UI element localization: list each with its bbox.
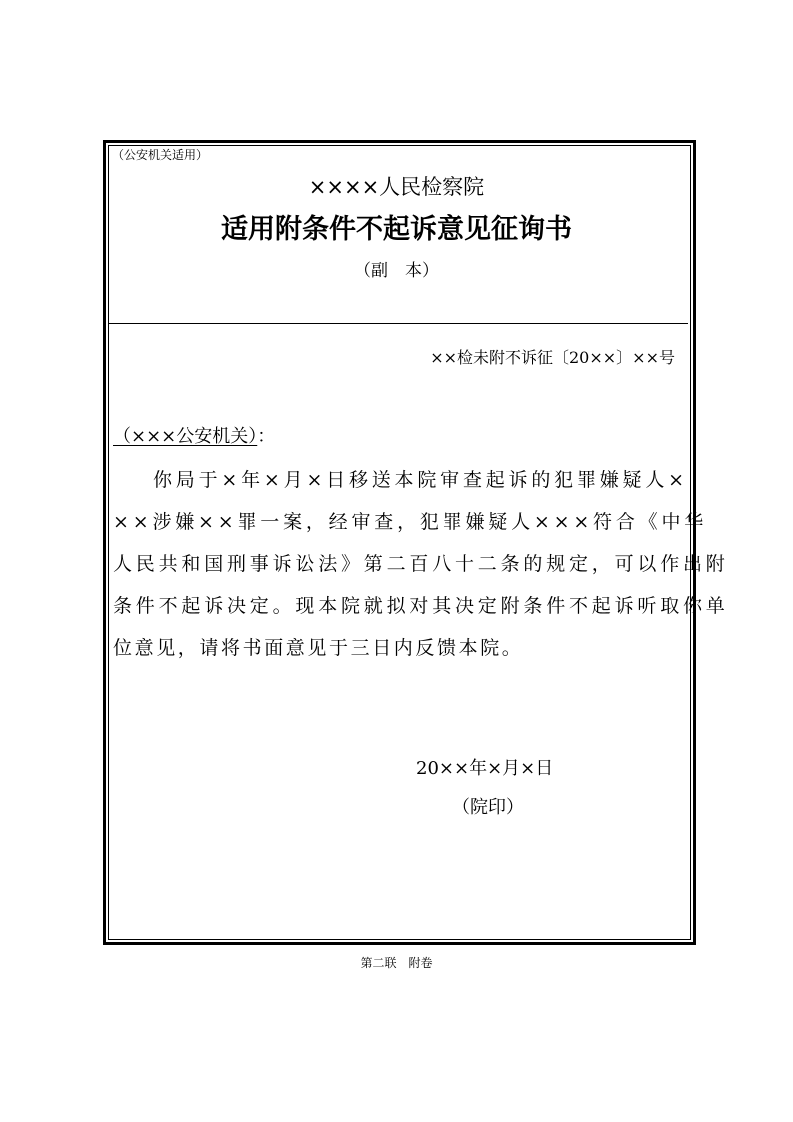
recipient-colon: ： [257, 426, 276, 447]
body-line-2: ××涉嫌××罪一案，经审查，犯罪嫌疑人×××符合《中华 [113, 511, 708, 533]
copy-label: （副 本） [354, 261, 439, 281]
signature-date: 20××年×月×日 [416, 758, 554, 779]
seal-label: （院印） [452, 797, 524, 818]
recipient-line [113, 424, 275, 450]
document-number: ××检未附不诉征〔20××〕××号 [430, 348, 675, 367]
body-line-4: 条件不起诉决定。现本院就拟对其决定附条件不起诉听取你单 [113, 595, 729, 617]
body-line-3: 人民共和国刑事诉讼法》第二百八十二条的规定，可以作出附 [113, 553, 729, 575]
recipient-name: （×××公安机关） [113, 426, 258, 447]
body-text [113, 459, 729, 669]
body-line-5: 位意见，请将书面意见于三日内反馈本院。 [113, 637, 524, 659]
footer-copy-label: 第二联 附卷 [360, 956, 433, 970]
body-line-1: 你局于×年×月×日移送本院审查起诉的犯罪嫌疑人× [153, 469, 688, 491]
applicable-note: （公安机关适用） [112, 148, 209, 162]
procuratorate-name: ××××人民检察院 [308, 175, 485, 199]
header-divider [108, 323, 688, 324]
document-title: 适用附条件不起诉意见征询书 [221, 214, 572, 245]
